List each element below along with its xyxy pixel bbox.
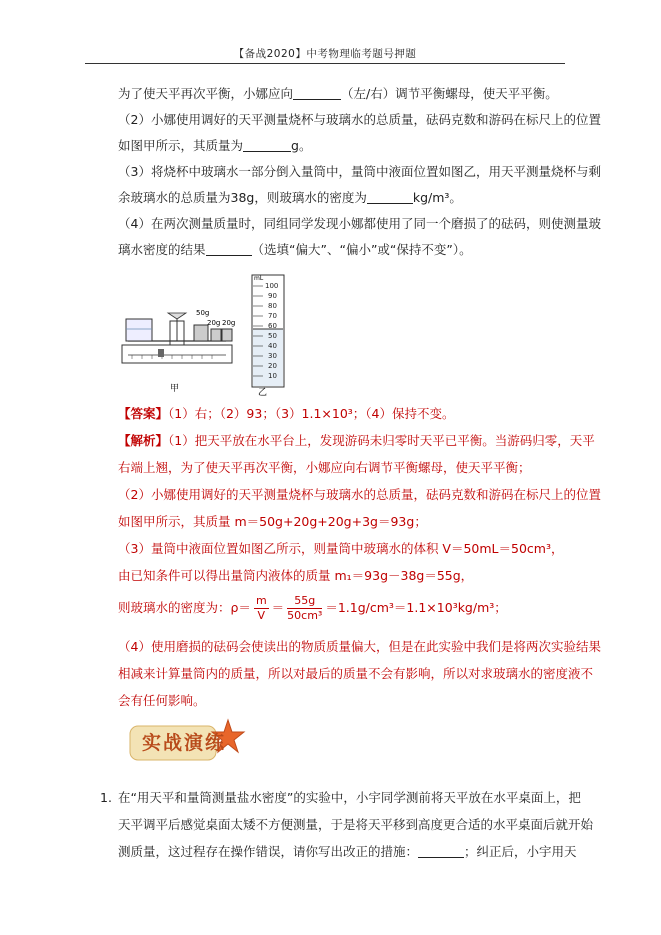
question-line: 天平调平后感觉桌面太矮不方便测量，于是将天平移到高度更合适的水平桌面后就开始 <box>118 817 594 832</box>
tick-70: 70 <box>268 312 277 320</box>
label-jia: 甲 <box>170 384 180 394</box>
tick-10: 10 <box>268 372 277 380</box>
analysis-line: 相减来计算量筒内的质量，所以对最后的质量不会有影响，所以对求玻璃水的密度液不 <box>118 666 594 681</box>
text-line: （4）在两次测量质量时，同组同学发现小娜都使用了同一个磨损了的砝码，则使测量玻 <box>118 216 601 231</box>
label-yi: 乙 <box>258 388 268 398</box>
question-number: 1. <box>100 790 112 805</box>
tick-60: 60 <box>268 322 277 330</box>
practice-banner <box>128 716 248 766</box>
tick-40: 40 <box>268 342 277 350</box>
tick-30: 30 <box>268 352 277 360</box>
analysis-line: （3）量筒中液面位置如图乙所示，则量筒中玻璃水的体积 V＝50mL＝50cm³， <box>118 541 564 556</box>
text-line: 如图甲所示，其质量为 g。 <box>118 138 312 153</box>
analysis-line: 如图甲所示，其质量 m＝50g+20g+20g+3g＝93g； <box>118 514 427 529</box>
text-line: （2）小娜使用调好的天平测量烧杯与玻璃水的总质量，砝码克数和游码在标尺上的位置 <box>118 112 601 127</box>
weight-label-20g: 20g <box>207 319 221 327</box>
weight-label-50g: 50g <box>196 309 210 317</box>
tick-100: 100 <box>265 282 279 290</box>
answer-blank <box>293 88 341 100</box>
analysis-line: 右端上翘，为了使天平再次平衡，小娜应向右调节平衡螺母，使天平平衡； <box>118 460 531 475</box>
text-line: 为了使天平再次平衡，小娜应向 （左/右）调节平衡螺母，使天平平衡。 <box>118 86 558 101</box>
weight-label-20g-2: 20g <box>222 319 236 327</box>
banner-title: 实战演练 <box>142 732 227 754</box>
text-line: （3）将烧杯中玻璃水一部分倒入量筒中，量筒中液面位置如图乙，用天平测量烧杯与剩 <box>118 164 601 179</box>
page-header: 【备战2020】中考物理临考题号押题 <box>233 48 417 60</box>
analysis-line: （4）使用磨损的砝码会使读出的物质质量偏大，但是在此实验中我们是将两次实验结果 <box>118 639 601 654</box>
analysis-formula: 则玻璃水的密度为：ρ＝ $\frac{m}{V}$ ＝ $\frac{55g}{\text{50cm³}}$ ＝1.1g/cm³＝1.1×10³kg/m³； <box>118 594 507 622</box>
cylinder-unit: mL <box>254 275 264 282</box>
analysis-line: 【解析】（1）把天平放在水平台上，发现游码未归零时天平已平衡。当游码归零，天平 <box>118 433 595 448</box>
tick-90: 90 <box>268 292 277 300</box>
answer-blank <box>418 846 464 858</box>
text-line: 余玻璃水的总质量为38g，则玻璃水的密度为 kg/m³。 <box>118 190 462 205</box>
analysis-line: （2）小娜使用调好的天平测量烧杯与玻璃水的总质量，砝码克数和游码在标尺上的位置 <box>118 487 601 502</box>
analysis-line: 由已知条件可以得出量筒内液体的质量 m₁＝93g－38g＝55g， <box>118 568 474 583</box>
question-line: 测质量，这过程存在操作错误，请你写出改正的措施： ；纠正后，小宇用天 <box>118 844 577 859</box>
text-line: 璃水密度的结果 （选填“偏大”、“偏小”或“保持不变”）。 <box>118 242 472 257</box>
answer-line: 【答案】（1）右；（2）93；（3）1.1×10³；（4）保持不变。 <box>118 406 455 421</box>
answer-blank <box>206 244 252 256</box>
tick-50: 50 <box>268 332 277 340</box>
tick-20: 20 <box>268 362 277 370</box>
answer-blank <box>367 192 413 204</box>
header-divider <box>85 63 565 64</box>
analysis-line: 会有任何影响。 <box>118 693 206 708</box>
answer-blank <box>243 140 291 152</box>
figure-balance-and-cylinder <box>118 275 308 398</box>
tick-80: 80 <box>268 302 277 310</box>
question-line: 1. 在“用天平和量筒测量盐水密度”的实验中，小宇同学测前将天平放在水平桌面上，把 <box>100 790 581 805</box>
figure-drawing <box>118 275 308 398</box>
